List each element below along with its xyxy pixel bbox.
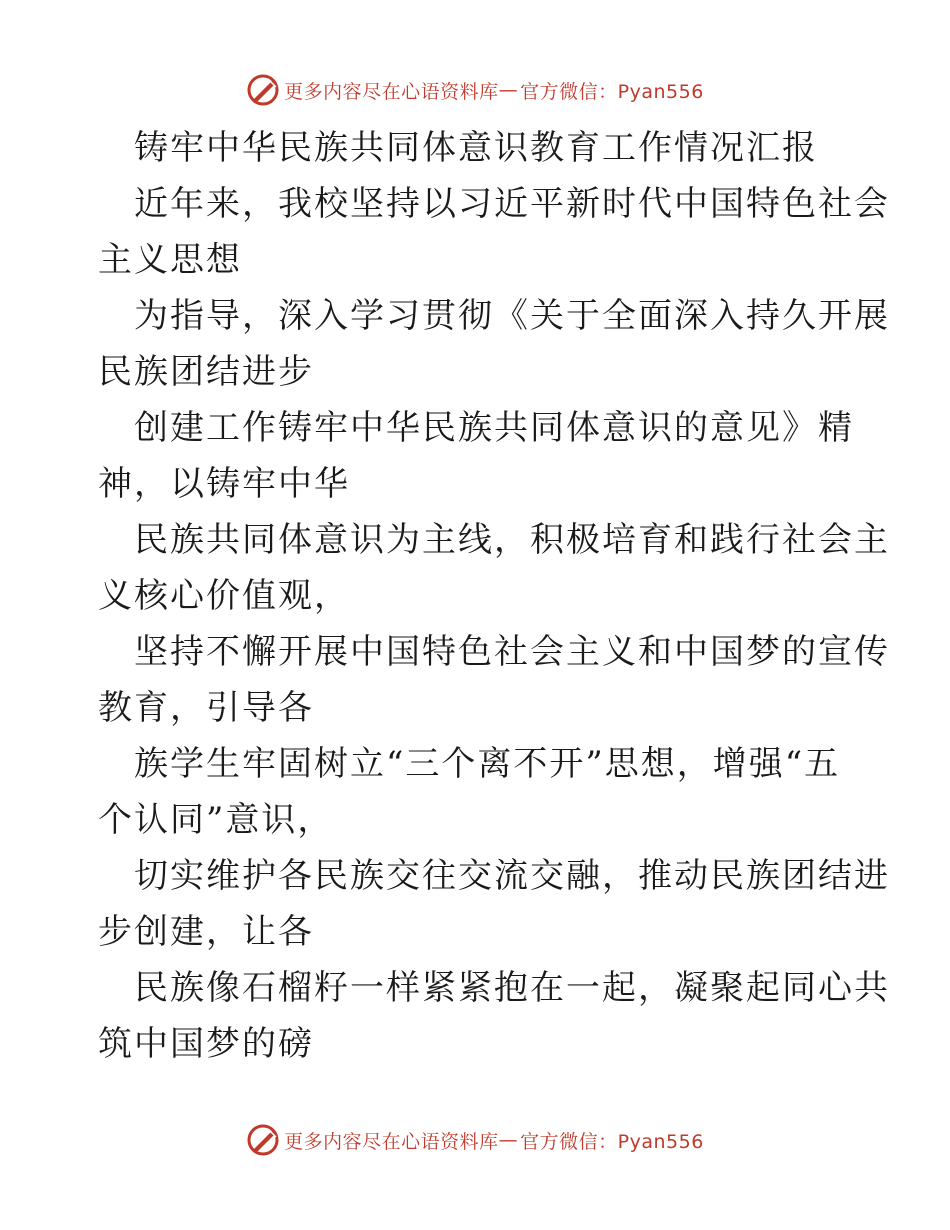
document-body [98, 120, 890, 1072]
paragraph-line: 民族团结进步 [98, 352, 314, 392]
quill-pen-logo-icon [246, 1123, 280, 1157]
paragraph-line: 近年来，我校坚持以习近平新时代中国特色社会 [134, 184, 890, 224]
paragraph-line: 义核心价值观， [98, 576, 350, 616]
banner-tagline: 更多内容尽在心语资料库 [284, 1130, 499, 1153]
paragraph-line: 步创建，让各 [98, 912, 314, 952]
banner-contact: 官方微信：Pyan556 [520, 1130, 704, 1153]
paragraph-line: 筑中国梦的磅 [98, 1024, 314, 1064]
paragraph-line: 教育，引导各 [98, 688, 314, 728]
paragraph-line: 创建工作铸牢中华民族共同体意识的意见》精 [134, 408, 854, 448]
paragraph-line: 坚持不懈开展中国特色社会主义和中国梦的宣传 [134, 632, 890, 672]
paragraph-line: 为指导，深入学习贯彻《关于全面深入持久开展 [134, 296, 890, 336]
paragraph-line: 切实维护各民族交往交流交融，推动民族团结进 [134, 856, 890, 896]
document-title: 铸牢中华民族共同体意识教育工作情况汇报 [134, 128, 818, 168]
banner-separator: — [498, 79, 519, 101]
paragraph-line: 族学生牢固树立“三个离不开”思想，增强“五 [134, 744, 841, 784]
paragraph-line: 民族共同体意识为主线，积极培育和践行社会主 [134, 520, 890, 560]
header-banner [0, 70, 950, 110]
paragraph-line: 主义思想 [98, 240, 242, 280]
banner-separator: — [498, 1129, 519, 1151]
quill-pen-logo-icon [246, 73, 280, 107]
banner-contact: 官方微信：Pyan556 [520, 80, 704, 103]
paragraph-line: 民族像石榴籽一样紧紧抱在一起，凝聚起同心共 [134, 968, 890, 1008]
paragraph-line: 个认同”意识， [98, 800, 334, 840]
footer-banner [0, 1120, 950, 1160]
banner-tagline: 更多内容尽在心语资料库 [284, 80, 499, 103]
paragraph-line: 神，以铸牢中华 [98, 464, 350, 504]
